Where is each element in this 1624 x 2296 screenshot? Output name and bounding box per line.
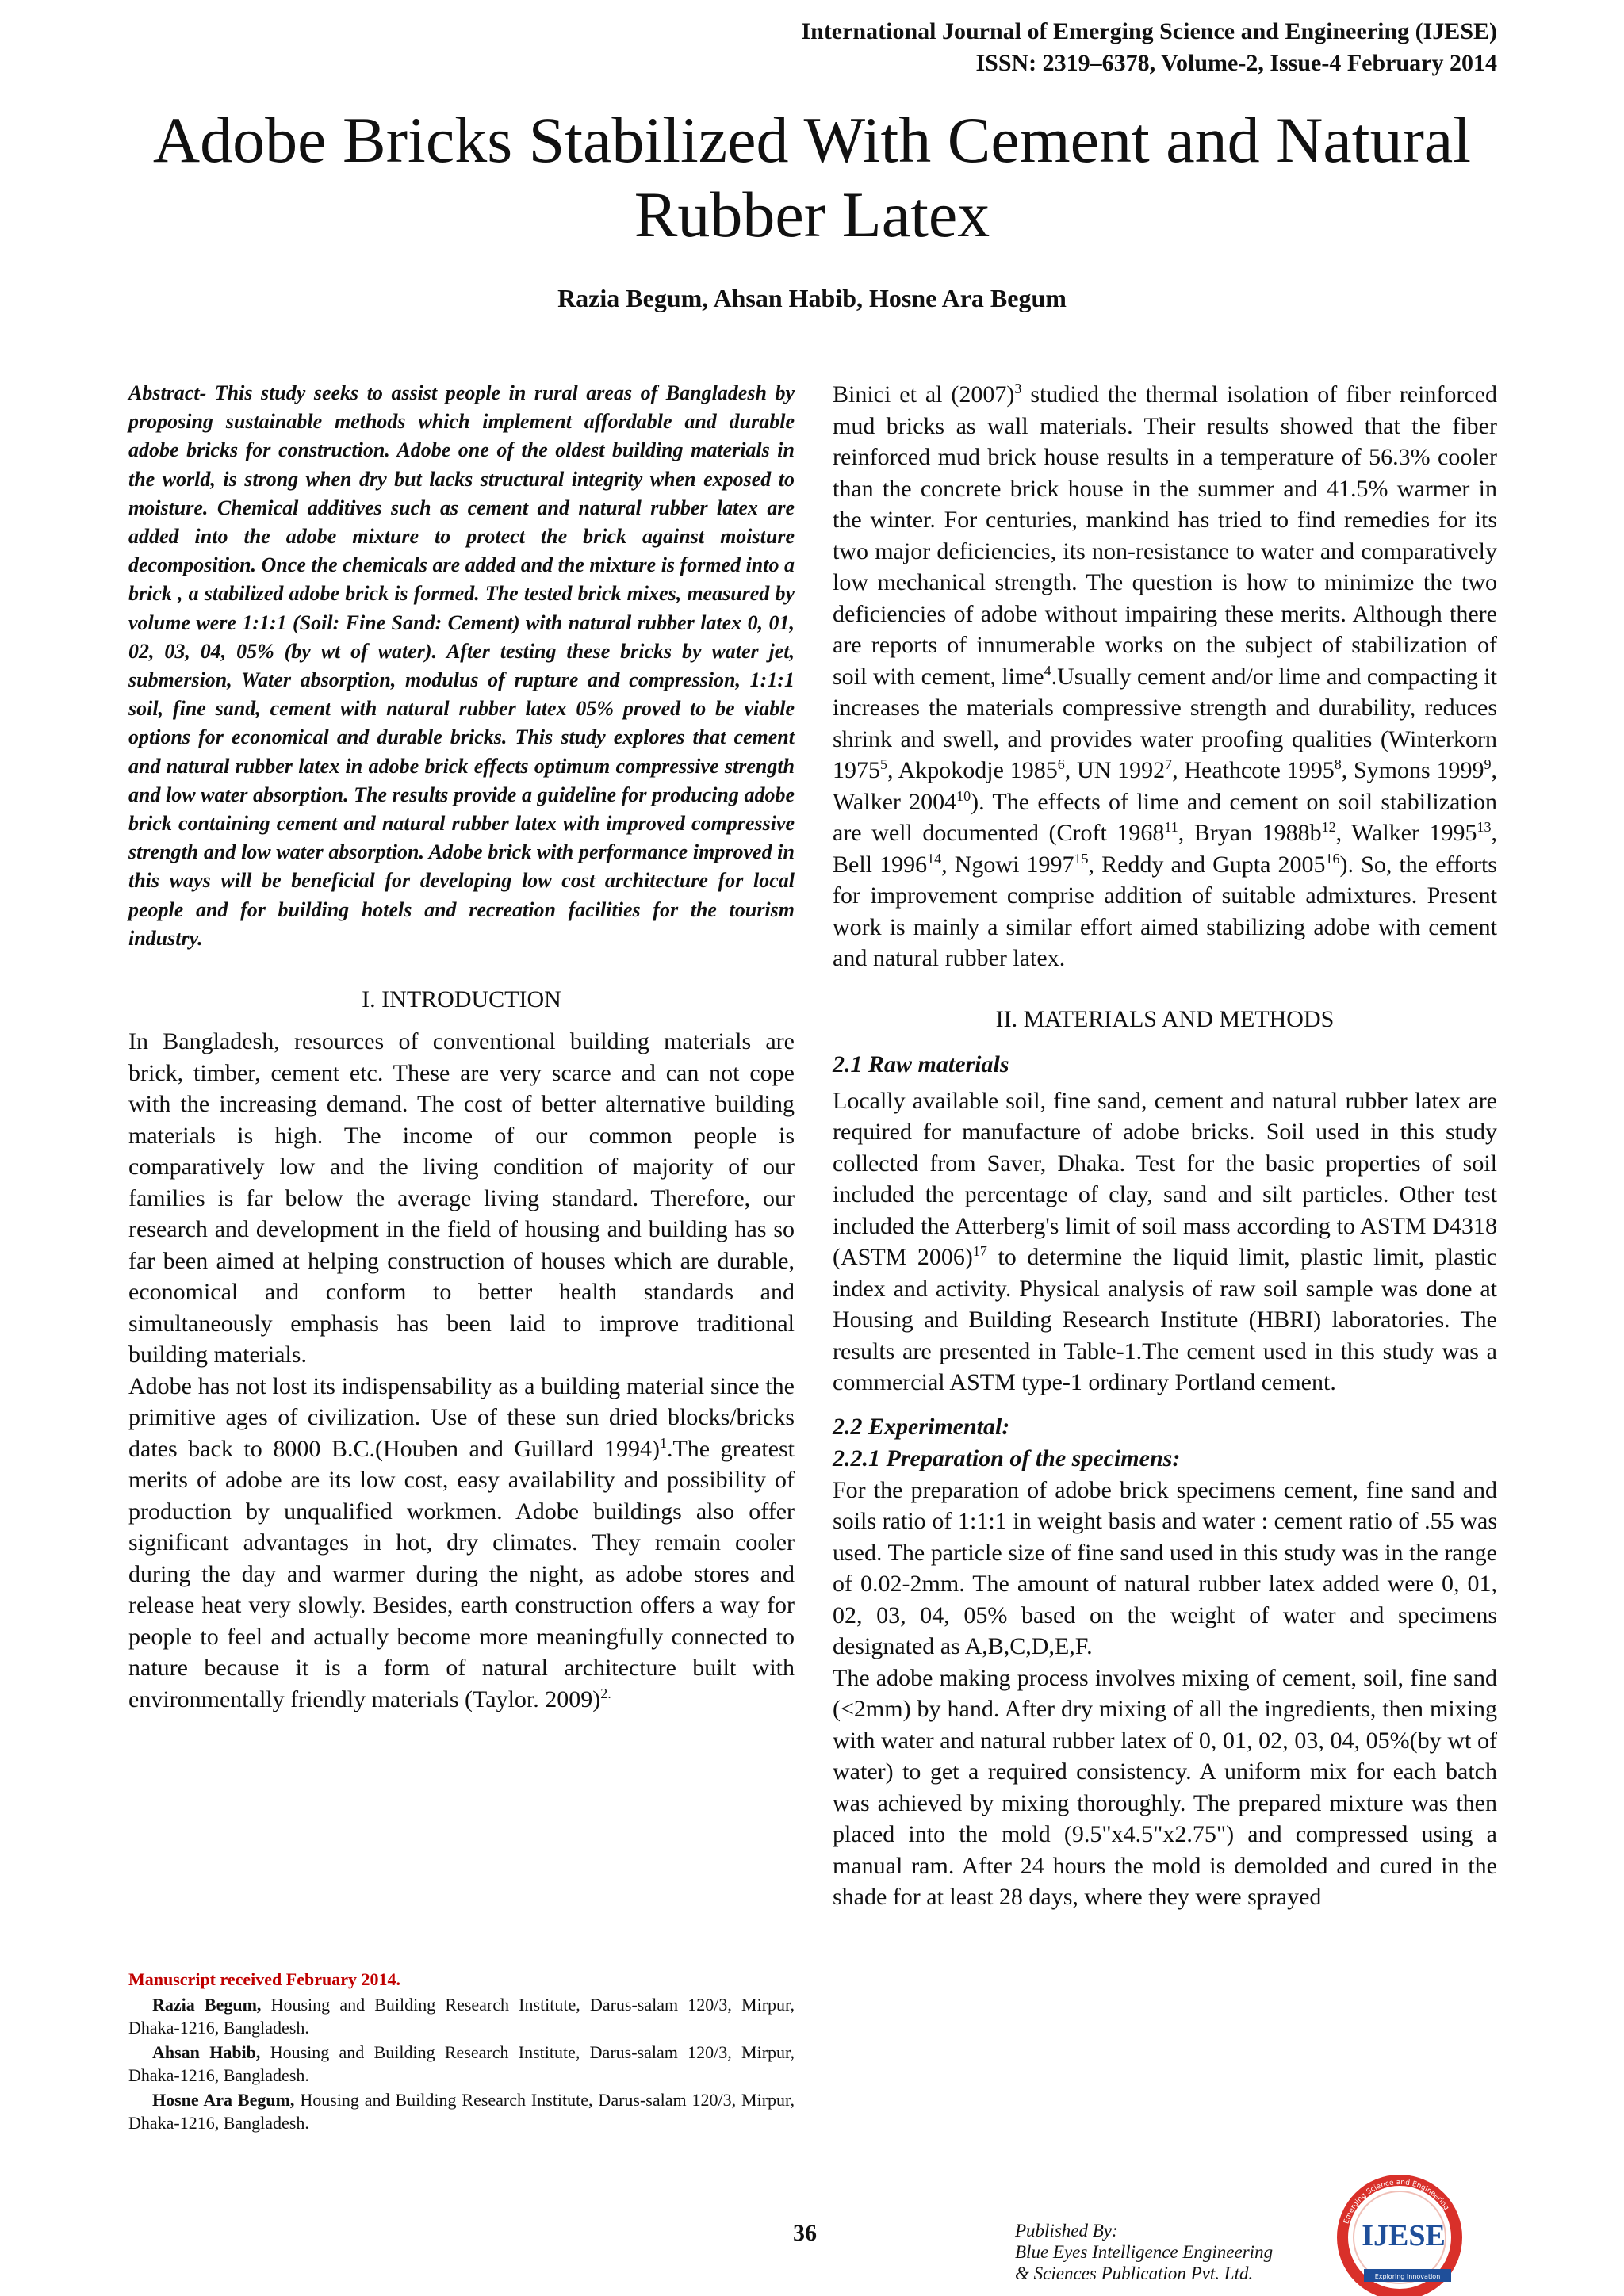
ijese-logo	[1332, 2164, 1467, 2296]
publisher-line-1: Blue Eyes Intelligence Engineering	[1015, 2242, 1274, 2262]
preparation-paragraph-2: The adobe making process involves mixing of cement, soil, fine sand (<2mm) by hand. After dry mixing of all the ingredients, then mixing with water and natural rubber latex of 0, 01, 02, 03, 04, 05%(by wt of water) to get a required consistency. A uniform mix for each batch was achieved by mixing thoroughly. The prepared mixture was then placed into the mold (9.5"x4.5"x2.75") and compressed using a manual ram. After 24 hours the mold is demolded and cured in the shade for at least 28 days, where they were sprayed	[833, 1664, 1497, 1910]
preparation-heading: 2.2.1 Preparation of the specimens:	[833, 1445, 1181, 1471]
journal-issn: ISSN: 2319–6378, Volume-2, Issue-4 February 2014	[975, 50, 1497, 76]
page-number: 36	[793, 2220, 817, 2246]
logo-ring-text: Emerging Science and Engineering	[1342, 2178, 1450, 2225]
right-column	[833, 379, 1497, 1913]
publisher-line-2: & Sciences Publication Pvt. Ltd.	[1015, 2263, 1254, 2283]
raw-materials-paragraph: Locally available soil, fine sand, cement and natural rubber latex are required for manufacture of adobe bricks. Soil used in this study collected from Saver, Dhaka. Test for the basic properties of soil included the percentage of clay, sand and silt particles. Other test included the Atterberg's limit of soil mass according to ASTM D4318 (ASTM 2006)$^{17}$ to determine the liquid limit, plastic limit, plastic index and activity. Physical analysis of raw soil sample was done at Housing and Building Research Institute (HBRI) laboratories. The results are presented in Table-1.The cement used in this study was a commercial ASTM type-1 ordinary Portland cement.	[833, 1087, 1497, 1395]
left-column	[128, 379, 795, 1715]
paper-title-line-1: Adobe Bricks Stabilized With Cement and Natural	[152, 104, 1472, 176]
introduction-paragraph-2: Adobe has not lost its indispensability as a building material since the primitive ages of civilization. Use of these sun dried blocks/bricks dates back to 8000 B.C.(Houben and Guillard 1994)$^1$.The greatest merits of adobe are its low cost, easy availability and possibility of production by unqualified workmen. Adobe buildings also offer significant advantages in hot, dry climates. They remain cooler during the day and warmer during the night, as adobe stores and release heat very slowly. Besides, earth construction offers a way for people to feel and actually become more meaningfully connected to nature because it is a form of natural architecture built with environmentally friendly materials (Taylor. 2009)$^{2.}$	[128, 1372, 795, 1712]
journal-name: International Journal of Emerging Science and Engineering (IJESE)	[801, 18, 1497, 44]
publisher-info	[1015, 2220, 1273, 2284]
literature-paragraph: Binici et al $(2007)^3$ studied the thermal isolation of fiber reinforced mud bricks as wall materials. Their results showed that the fiber reinforced mud brick house results in a temperature of 56.3% cooler than the concrete brick house in the summer and 41.5% warmer in the winter. For centuries, mankind has tried to find remedies for its two major deficiencies, its non-resistance to water and comparatively low mechanical strength. The question is how to minimize the two deficiencies of adobe without impairing these merits. Although there are reports of innumerable works on the subject of stabilization of soil with cement, lime$^4$.Usually cement and/or lime and compacting it increases the materials compressive strength and durability, reduces shrink and swell, and provides water proofing qualities (Winterkorn 1975$^5$, Akpokodje 1985$^6$, UN 1992$^7$, Heathcote 1995$^8$, Symons 1999$^9$, Walker 2004$^{10}$). The effects of lime and cement on soil stabilization are well documented (Croft 1968$^{11}$, Bryan $1988b^{12}$, Walker 1995$^{13}$, Bell 1996$^{14}$, Ngowi 1997$^{15}$, Reddy and Gupta 2005$^{16}$). So, the efforts for improvement comprise addition of suitable admixtures. Present work is mainly a similar effort aimed stabilizing adobe with cement and natural rubber latex.	[833, 381, 1498, 971]
footnote-author-1: Razia Begum, Housing and Building Research Institute, Darus-salam 120/3, Mirpur, Dhaka-1216, Bangladesh.	[128, 1995, 795, 2038]
paper-title-line-2: Rubber Latex	[634, 178, 990, 251]
paper-title	[0, 103, 1624, 252]
journal-header	[801, 16, 1497, 79]
preparation-paragraph-1: For the preparation of adobe brick specimens cement, fine sand and soils ratio of 1:1:1 in weight basis and water : cement ratio of .55 was used. The particle size of fine sand used in this study was in the range of 0.02-2mm. The amount of natural rubber latex added were 0, 01, 02, 03, 04, 05% based on the weight of water and specimens designated as A,B,C,D,E,F.	[833, 1476, 1497, 1659]
logo-text: IJESE	[1362, 2219, 1446, 2252]
paper-authors: Razia Begum, Ahsan Habib, Hosne Ara Begum	[557, 284, 1067, 312]
footnote-author-2: Ahsan Habib, Housing and Building Research Institute, Darus-salam 120/3, Mirpur, Dhaka-1216, Bangladesh.	[128, 2042, 795, 2085]
materials-methods-heading: II. MATERIALS AND METHODS	[995, 1005, 1335, 1032]
abstract: Abstract- This study seeks to assist people in rural areas of Bangladesh by proposing sustainable methods which implement affordable and durable adobe bricks for construction. Adobe one of the oldest building materials in the world, is strong when dry but lacks structural integrity when exposed to moisture. Chemical additives such as cement and natural rubber latex are added into the adobe mixture to protect the brick against moisture decomposition. Once the chemicals are added and the mixture is formed into a brick , a stabilized adobe brick is formed. The tested brick mixes, measured by volume were 1:1:1 (Soil: Fine Sand: Cement) with natural rubber latex 0, 01, 02, 03, 04, 05% (by wt of water). After testing these bricks by water jet, submersion, Water absorption, modulus of rupture and compression, 1:1:1 soil, fine sand, cement with natural rubber latex 05% proved to be viable options for economical and durable bricks. This study explores that cement and natural rubber latex in adobe brick effects optimum compressive strength and low water absorption. The results provide a guideline for producing adobe brick containing cement and natural rubber latex with improved compressive strength and low water absorption. Adobe brick with performance improved in this ways will be beneficial for developing low cost architecture for local people and for building hotels and recreation facilities for the tourism industry.	[128, 381, 795, 950]
raw-materials-heading: 2.1 Raw materials	[833, 1050, 1009, 1077]
published-by-label: Published By:	[1015, 2221, 1118, 2241]
experimental-heading: 2.2 Experimental:	[833, 1413, 1010, 1440]
logo-tagline: Exploring Innovation	[1374, 2273, 1441, 2280]
manuscript-received: Manuscript received February 2014.	[128, 1969, 400, 1989]
introduction-heading: I. INTRODUCTION	[362, 986, 561, 1013]
author-footnote	[128, 1969, 795, 2136]
introduction-paragraph-1: In Bangladesh, resources of conventional building materials are brick, timber, cement etc. These are very scarce and can not cope with the increasing demand. The cost of better alternative building materials is high. The income of our common people is comparatively low and the living condition of majority of our families is far below the average living standard. Therefore, our research and development in the field of housing and building has so far been aimed at helping construction of houses which are durable, economical and conform to better health standards and simultaneously emphasis has been laid to improve traditional building materials.	[128, 1028, 795, 1368]
footnote-author-3: Hosne Ara Begum, Housing and Building Research Institute, Darus-salam 120/3, Mirpur, Dhaka-1216, Bangladesh.	[128, 2090, 795, 2133]
